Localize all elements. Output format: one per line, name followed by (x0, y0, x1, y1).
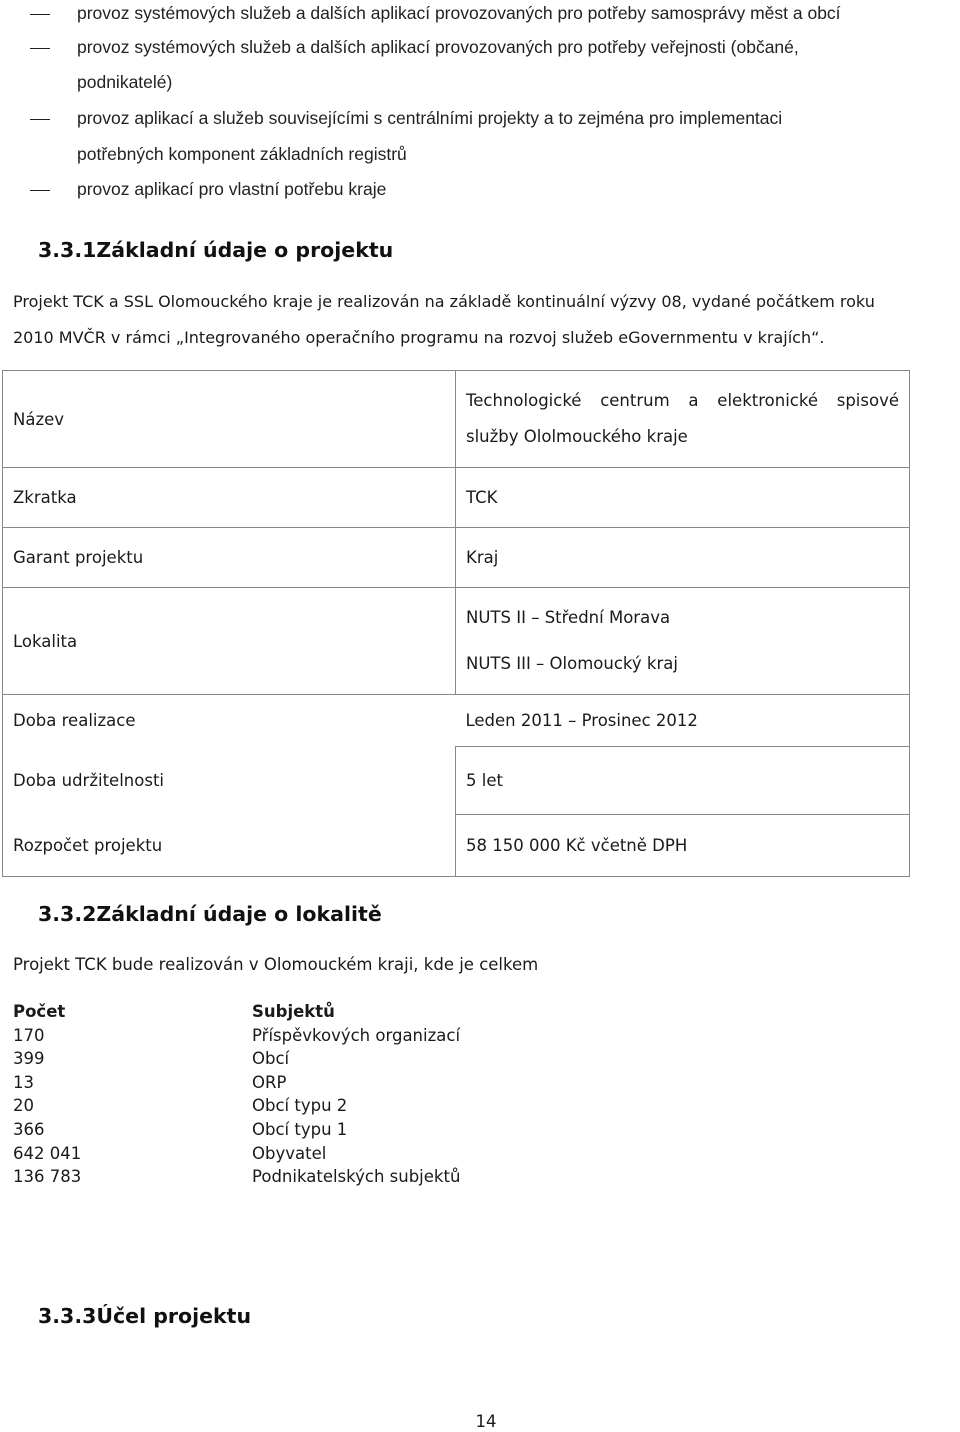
label-udrzitelnost: Doba udržitelnosti (3, 747, 456, 815)
value-rozpocet: 58 150 000 Kč včetně DPH (456, 815, 910, 877)
dash-icon (30, 119, 50, 120)
label-lokalita: Lokalita (3, 588, 456, 695)
stat-subject: Obcí (252, 1049, 290, 1069)
location-intro: Projekt TCK bude realizován v Olomouckém kraji, kde je celkem (13, 955, 539, 974)
section-heading-332 (38, 902, 382, 926)
stat-count: 170 (13, 1025, 45, 1045)
section-title: Účel projektu (96, 1304, 252, 1328)
value-doba: Leden 2011 – Prosinec 2012 (456, 695, 910, 747)
stat-subject: Obcí typu 1 (252, 1119, 348, 1139)
section-number: 3.3.2 (38, 902, 97, 926)
value-nazev-line2: služby Ololmouckého kraje (466, 427, 688, 446)
project-info-table (2, 370, 910, 877)
section-number: 3.3.3 (38, 1304, 97, 1328)
table-row-lokalita (3, 588, 910, 695)
project-paragraph-line1: Projekt TCK a SSL Olomouckého kraje je realizován na základě kontinuální výzvy 08, vydané počátkem roku (13, 292, 875, 311)
table-row-udrzitelnost (3, 747, 910, 815)
bullet-item-2: provoz systémových služeb a dalších aplikací provozovaných pro potřeby veřejnosti (občané, (77, 37, 799, 57)
dash-icon (30, 190, 50, 191)
stat-count: 399 (13, 1049, 45, 1069)
value-zkratka: TCK (456, 468, 910, 528)
stat-count: 136 783 (13, 1167, 82, 1187)
stats-header-count: Počet (13, 1002, 66, 1021)
stat-count: 13 (13, 1072, 34, 1092)
stat-subject: Příspěvkových organizací (252, 1025, 461, 1045)
label-zkratka: Zkratka (3, 468, 456, 528)
table-row-rozpocet (3, 815, 910, 877)
value-nazev (456, 371, 910, 468)
value-garant: Kraj (456, 528, 910, 588)
section-title: Základní údaje o projektu (96, 238, 394, 262)
page-number: 14 (475, 1412, 497, 1431)
dash-icon (30, 14, 50, 15)
table-row-nazev (3, 371, 910, 468)
section-number: 3.3.1 (38, 238, 97, 262)
table-row-garant (3, 528, 910, 588)
bullet-item-1: provoz systémových služeb a dalších aplikací provozovaných pro potřeby samosprávy měst a obcí (77, 3, 841, 23)
value-lokalita (456, 588, 910, 695)
project-paragraph-line2: 2010 MVČR v rámci „Integrovaného operačního programu na rozvoj služeb eGovernmentu v krajích“. (13, 328, 825, 347)
stat-count: 642 041 (13, 1143, 82, 1163)
stat-count: 20 (13, 1096, 34, 1116)
dash-icon (30, 48, 50, 49)
label-doba: Doba realizace (3, 695, 456, 747)
stat-subject: Obyvatel (252, 1143, 327, 1163)
section-heading-333 (38, 1304, 251, 1328)
label-rozpocet: Rozpočet projektu (3, 815, 456, 877)
section-title: Základní údaje o lokalitě (96, 902, 382, 926)
section-heading-331 (38, 238, 393, 262)
stat-subject: Podnikatelských subjektů (252, 1167, 461, 1187)
value-nazev-line1: Technologické centrum a elektronické spisové (466, 391, 899, 410)
stat-subject: Obcí typu 2 (252, 1096, 348, 1116)
stats-header-subject: Subjektů (252, 1002, 335, 1021)
bullet-item-2-cont: podnikatelé) (77, 72, 173, 92)
bullet-item-3-cont: potřebných komponent základních registrů (77, 144, 407, 164)
label-garant: Garant projektu (3, 528, 456, 588)
bullet-item-4: provoz aplikací pro vlastní potřebu kraje (77, 179, 387, 199)
value-udrzitelnost: 5 let (456, 747, 910, 815)
table-row-zkratka (3, 468, 910, 528)
stat-subject: ORP (252, 1072, 287, 1092)
value-lokalita-line1: NUTS II – Střední Morava (466, 608, 671, 627)
table-row-doba (3, 695, 910, 747)
bullet-item-3: provoz aplikací a služeb souvisejícími s centrálními projekty a to zejména pro implementaci (77, 108, 783, 128)
value-lokalita-line2: NUTS III – Olomoucký kraj (466, 654, 678, 673)
label-nazev: Název (3, 371, 456, 468)
stat-count: 366 (13, 1119, 45, 1139)
